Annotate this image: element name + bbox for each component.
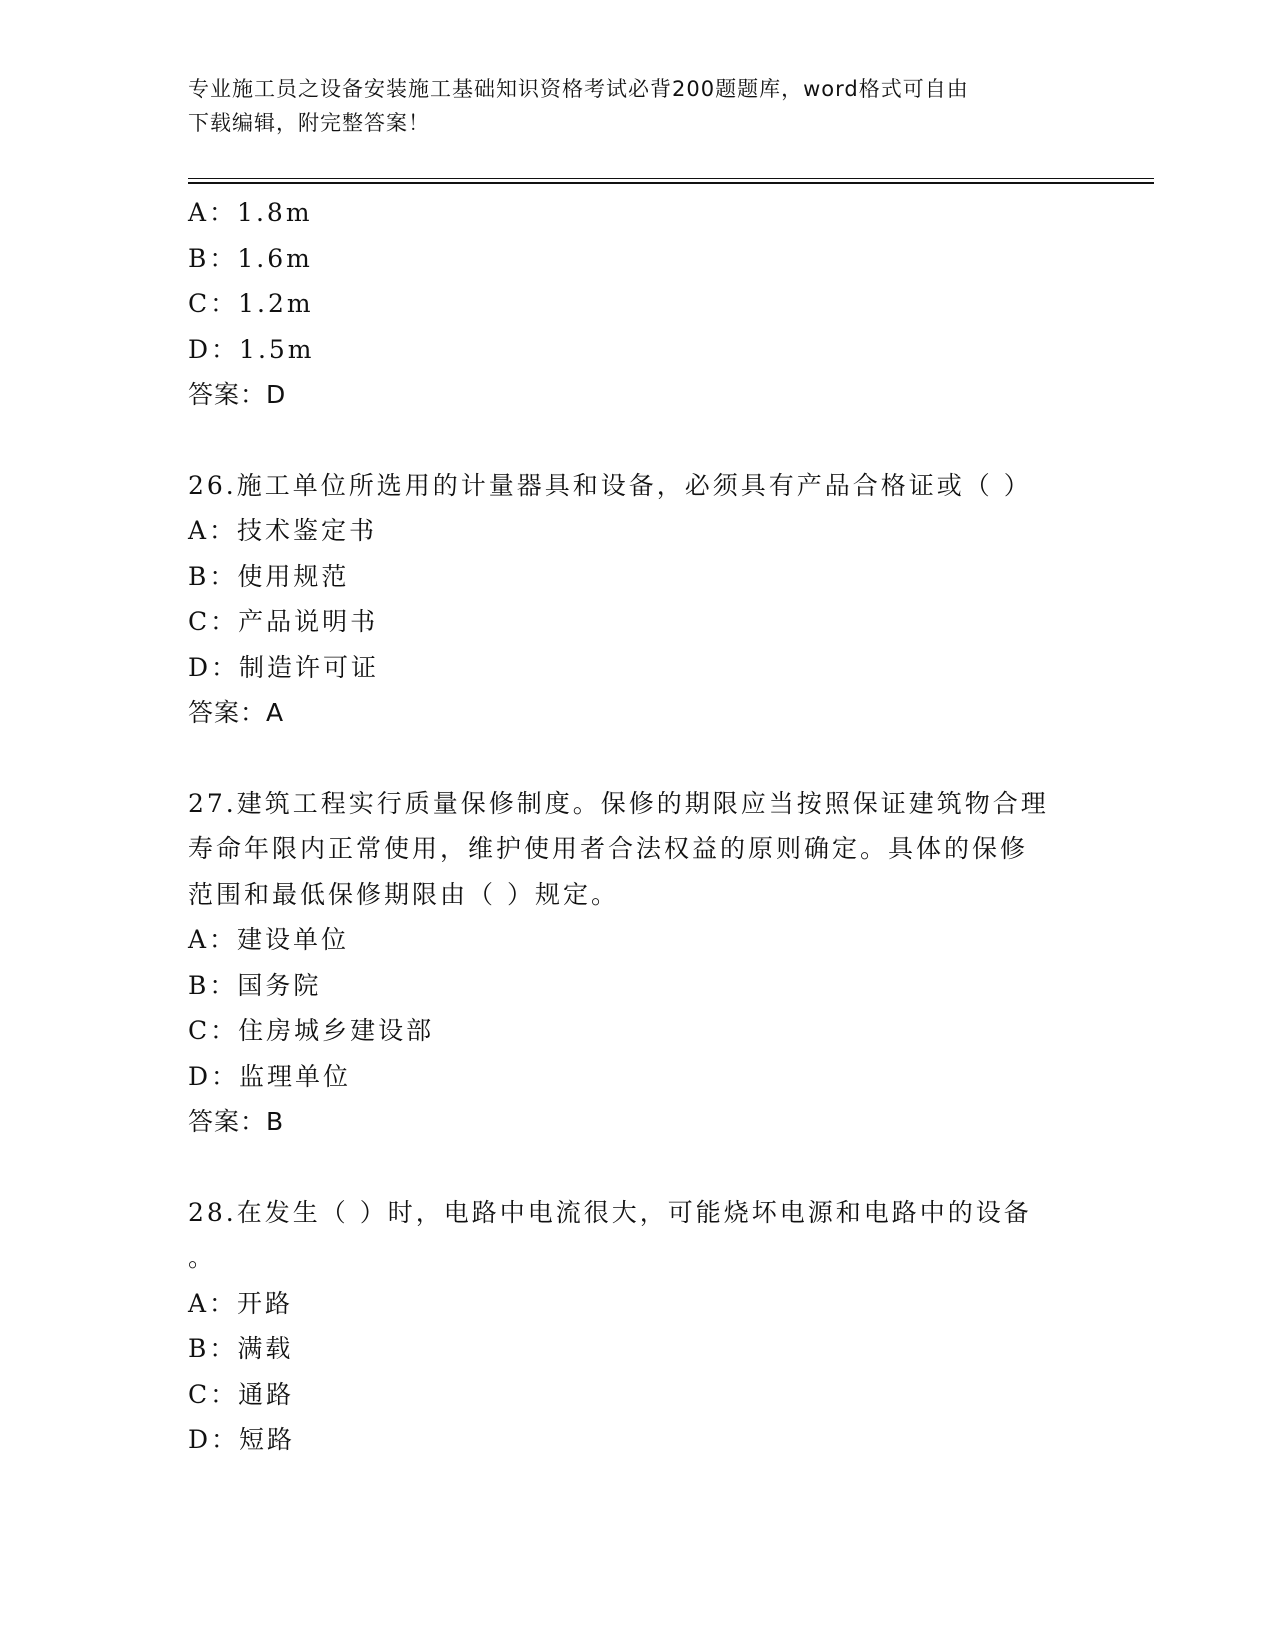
question-list: [188, 190, 1118, 1463]
question-27: [188, 781, 1118, 1145]
answer: 答案：A: [188, 698, 285, 727]
option-c: C：通路: [188, 1379, 295, 1409]
header-divider-thin: [188, 178, 1154, 179]
header-line-1: 专业施工员之设备安装施工基础知识资格考试必背200题题库，word格式可自由: [188, 77, 969, 101]
question-text-line-1: 28.在发生（ ）时，电路中电流很大，可能烧坏电源和电路中的设备: [188, 1197, 1032, 1227]
option-a: A：开路: [188, 1288, 294, 1318]
question-25: [188, 190, 1118, 418]
spacer: [188, 418, 1118, 463]
option-b: B：国务院: [188, 970, 322, 1000]
option-d: D：1.5m: [188, 334, 315, 364]
option-a: A：建设单位: [188, 925, 350, 954]
header-divider-thick: [188, 182, 1154, 184]
question-text-line-2: 。: [188, 1243, 217, 1272]
option-b: B：使用规范: [188, 561, 350, 591]
option-b: B：满载: [188, 1334, 294, 1363]
option-c: C：住房城乡建设部: [188, 1016, 435, 1045]
question-26: [188, 463, 1118, 736]
option-a: A：1.8m: [188, 198, 313, 227]
option-b: B：1.6m: [188, 243, 313, 273]
question-text: 26.施工单位所选用的计量器具和设备，必须具有产品合格证或（ ）: [188, 470, 1032, 500]
question-text-line-2: 寿命年限内正常使用，维护使用者合法权益的原则确定。具体的保修: [188, 834, 1029, 863]
spacer: [188, 736, 1118, 781]
spacer: [188, 1145, 1118, 1190]
page-header: [188, 72, 1088, 140]
question-28: [188, 1190, 1118, 1463]
question-text-line-1: 27.建筑工程实行质量保修制度。保修的期限应当按照保证建筑物合理: [188, 788, 1049, 818]
option-c: C：1.2m: [188, 289, 314, 318]
answer: 答案：D: [188, 380, 287, 409]
header-line-2: 下载编辑，附完整答案！: [188, 111, 430, 135]
answer: 答案：B: [188, 1107, 285, 1136]
option-c: C：产品说明书: [188, 607, 379, 636]
question-text-line-3: 范围和最低保修期限由（ ）规定。: [188, 879, 619, 909]
option-d: D：短路: [188, 1425, 296, 1454]
option-a: A：技术鉴定书: [188, 516, 378, 545]
option-d: D：监理单位: [188, 1061, 352, 1091]
option-d: D：制造许可证: [188, 652, 380, 682]
